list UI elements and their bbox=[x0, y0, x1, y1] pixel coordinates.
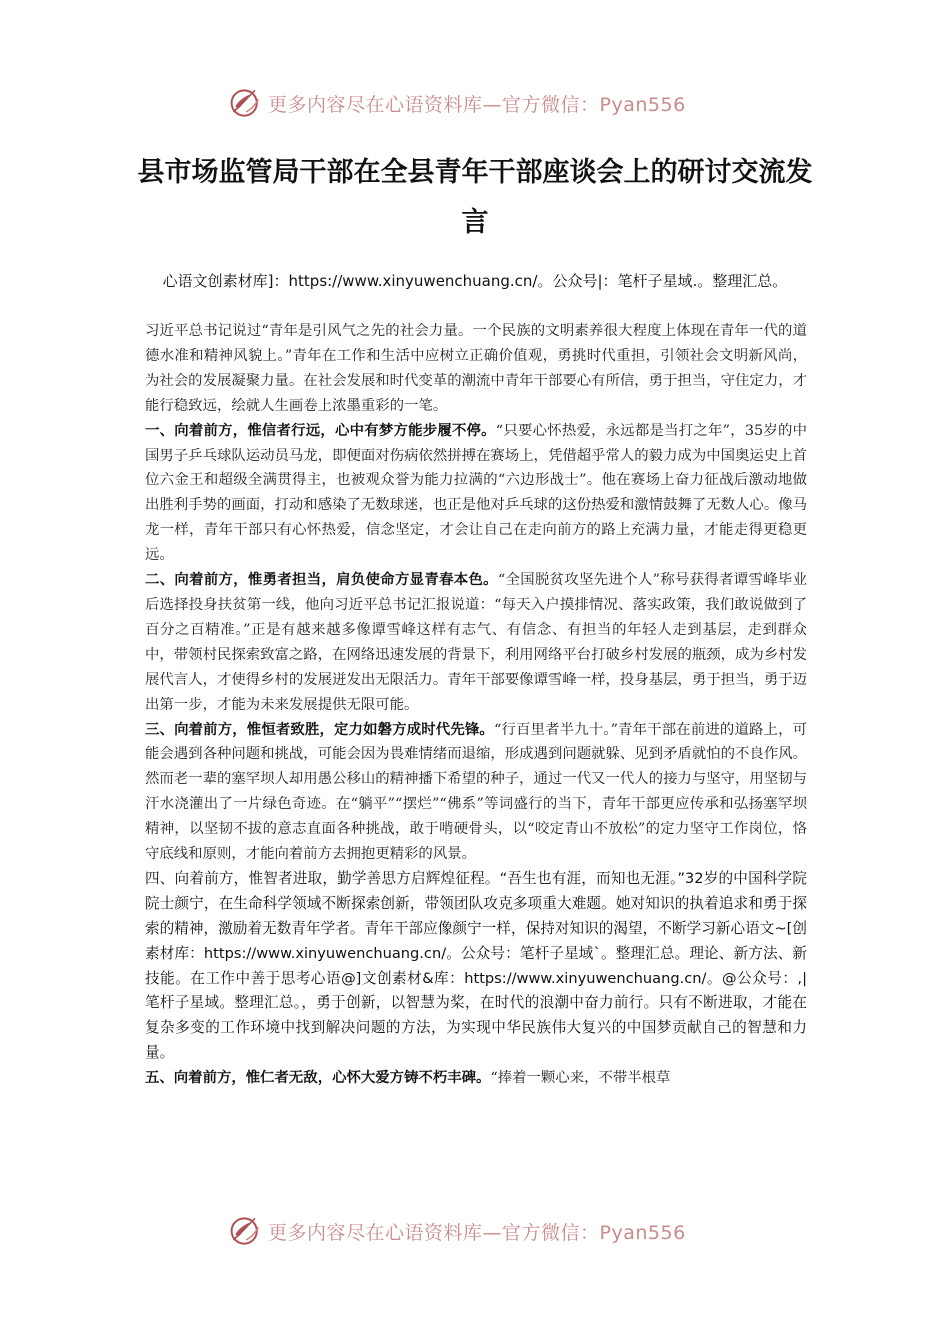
wechat-id: Pyan556 bbox=[599, 1221, 686, 1244]
section-5-heading: 五、向着前方，惟仁者无敌，心怀大爱方铸不朽丰碑。 bbox=[145, 1070, 491, 1087]
source-line: 心语文创素材库]：https://www.xinyuwenchuang.cn/。公众号|：笔杆子星域.。整理汇总。 bbox=[162, 272, 788, 290]
banner-text: 更多内容尽在心语资料库—官方微信：Pyan556 bbox=[268, 93, 686, 116]
footer-banner bbox=[0, 1211, 950, 1251]
section-3-text: “行百里者半九十。”青年干部在前进的道路上，可能会遇到各种问题和挑战，可能会因为畏难情绪而退缩，形成遇到问题就躲、见到矛盾就怕的不良作风。然而老一辈的塞罕坝人却用愚公移山的精神播下希望的种子，通过一代又一代人的接力与坚守，用坚韧与汗水浇灌出了一片绿色奇迹。在“躺平”“摆烂”“佛系”等词盛行的当下，青年干部更应传承和弘扬塞罕坝精神，以坚韧不拔的意志直面各种挑战，敢于啃硬骨头，以“咬定青山不放松”的定力坚守工作岗位，恪守底线和原则，才能向着前方去拥抱更精彩的风景。 bbox=[145, 721, 807, 863]
section-4: 四、向着前方，惟智者进取，勤学善思方启辉煌征程。“吾生也有涯，而知也无涯。”32岁的中国科学院院士颜宁，在生命科学领域不断探索创新，带领团队攻克多项重大难题。她对知识的执着追求和勇于探索的精神，激励着无数青年学者。青年干部应像颜宁一样，保持对知识的渴望，不断学习新心语文~[创素材库：https://www.xinyuwenchuang.cn/。公众号：笔杆子星域`。整理汇总。理论、新方法、新技能。在工作中善于思考心语@]文创素材&库：https://www.xinyuwenchuang.cn/。@公众号：,|笔杆子星域。整理汇总。，勇于创新，以智慧为桨，在时代的浪潮中奋力前行。只有不断进取，才能在复杂多变的工作环境中找到解决问题的方法，为实现中华民族伟大复兴的中国梦贡献自己的智慧和力量。 bbox=[145, 869, 807, 1062]
section-2 bbox=[145, 568, 807, 717]
section-1-heading: 一、向着前方，惟信者行远，心中有梦方能步履不停。 bbox=[145, 422, 496, 439]
quill-logo-icon bbox=[228, 1213, 264, 1249]
intro-paragraph: 习近平总书记说过“青年是引风气之先的社会力量。一个民族的文明素养很大程度上体现在青年一代的道德水准和精神风貌上。”青年在工作和生活中应树立正确价值观，勇挑时代重担，引领社会文明新风尚，为社会的发展凝聚力量。在社会发展和时代变革的潮流中青年干部要心有所信，勇于担当，守住定力，才能行稳致远，绘就人生画卷上浓墨重彩的一笔。 bbox=[145, 323, 807, 414]
section-5 bbox=[145, 1066, 807, 1091]
section-1 bbox=[145, 419, 807, 568]
section-2-heading: 二、向着前方，惟勇者担当，肩负使命方显青春本色。 bbox=[145, 572, 498, 589]
section-1-text: “只要心怀热爱，永远都是当打之年”，35岁的中国男子乒乓球队运动员马龙，即便面对伤病依然拼搏在赛场上，凭借超乎常人的毅力成为中国奥运史上首位六金王和超级全满贯得主，也被观众誉为能力拉满的“六边形战士”。他在赛场上奋力征战后激动地做出胜利手势的画面，打动和感染了无数球迷，也正是他对乒乓球的这份热爱和激情鼓舞了无数人心。像马龙一样，青年干部只有心怀热爱，信念坚定，才会让自己在走向前方的路上充满力量，才能走得更稳更远。 bbox=[145, 422, 807, 564]
section-3-heading: 三、向着前方，惟恒者致胜，定力如磐方成时代先锋。 bbox=[145, 721, 494, 738]
quill-logo-icon bbox=[228, 85, 264, 121]
header-banner bbox=[0, 83, 950, 123]
document-title: 县市场监管局干部在全县青年干部座谈会上的研讨交流发言 bbox=[137, 157, 813, 238]
section-5-text: “捧着一颗心来，不带半根草 bbox=[490, 1070, 671, 1087]
document-body bbox=[145, 319, 807, 1091]
section-3 bbox=[145, 718, 807, 867]
banner-text: 更多内容尽在心语资料库—官方微信：Pyan556 bbox=[268, 1221, 686, 1244]
section-2-text: “全国脱贫攻坚先进个人”称号获得者谭雪峰毕业后选择投身扶贫第一线，他向习近平总书记汇报说道：“每天入户摸排情况、落实政策，我们敢说做到了百分之百精准。”正是有越来越多像谭雪峰这样有志气、有信念、有担当的年轻人走到基层，走到群众中，带领村民探索致富之路，在网络迅速发展的背景下，利用网络平台打破乡村发展的瓶颈，成为乡村发展代言人，才使得乡村的发展迸发出无限活力。青年干部要像谭雪峰一样，投身基层，勇于担当，勇于迈出第一步，才能为未来发展提供无限可能。 bbox=[145, 572, 807, 713]
wechat-id: Pyan556 bbox=[599, 93, 686, 116]
